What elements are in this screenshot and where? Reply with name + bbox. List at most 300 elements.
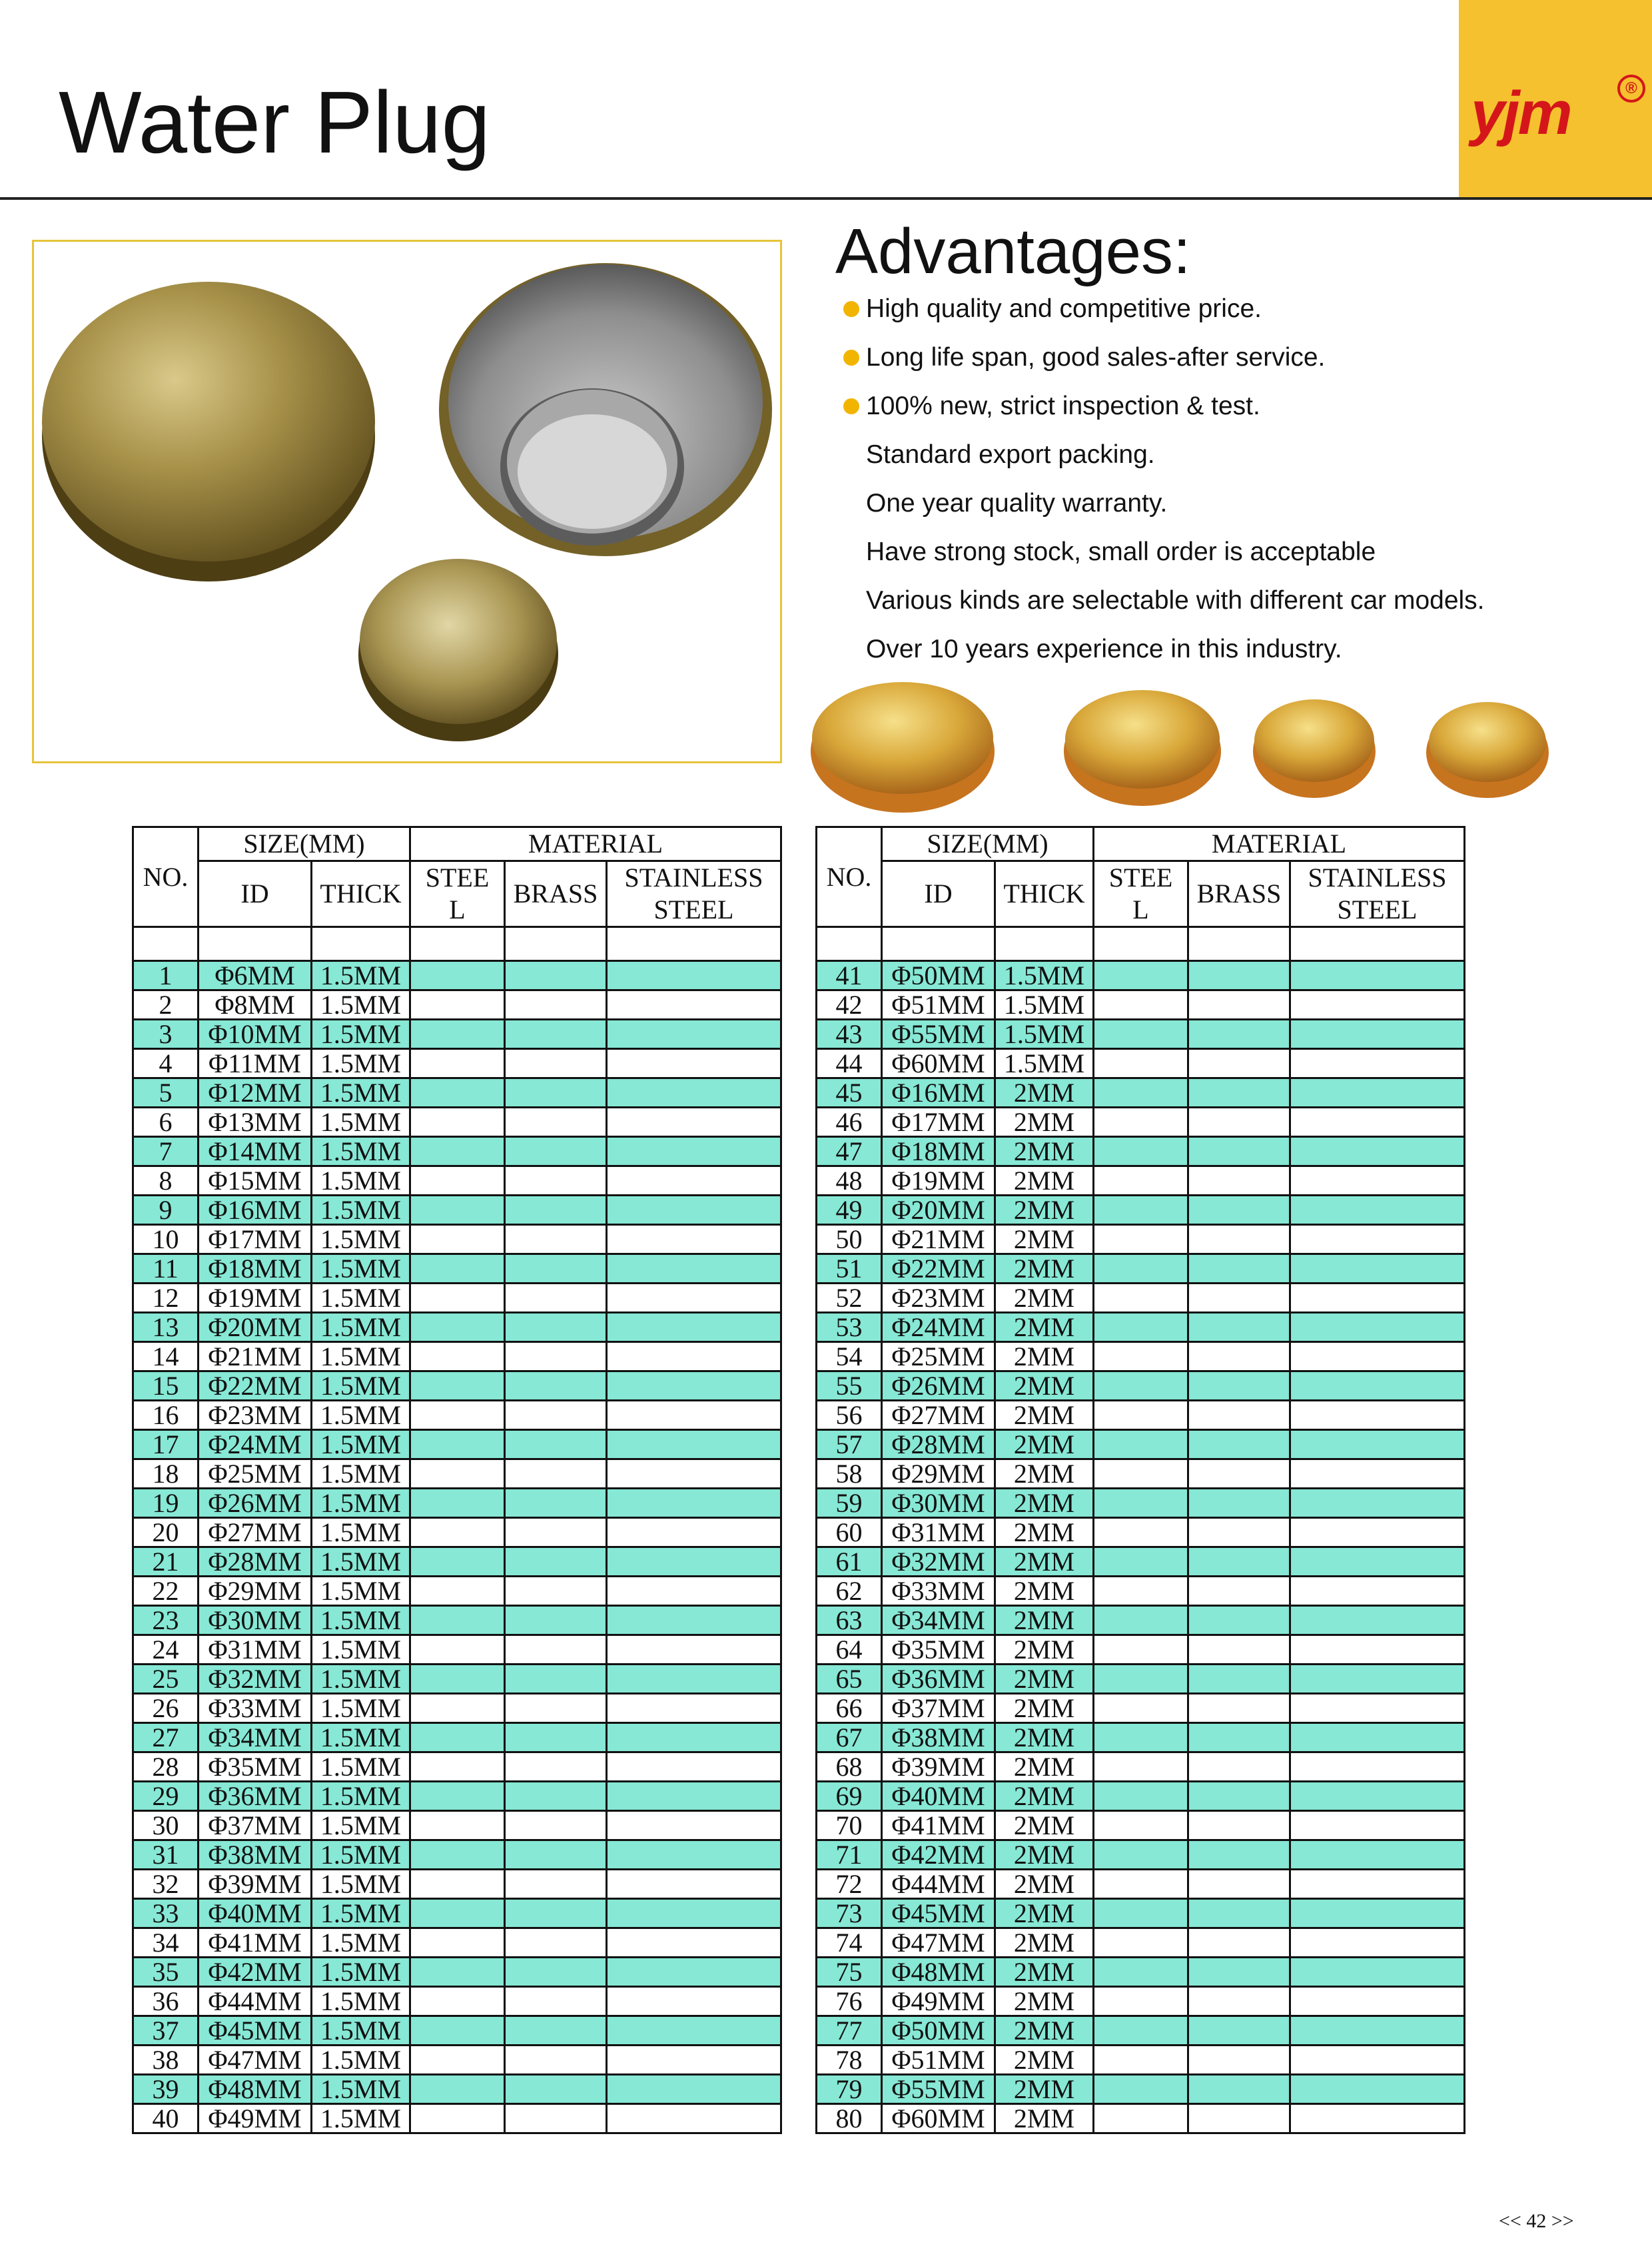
cell-stainless (1290, 1577, 1465, 1606)
header-steel: STEE L (1094, 861, 1188, 927)
cell-stainless (1290, 1284, 1465, 1313)
cell-thick: 2MM (995, 1928, 1094, 1958)
table-row (817, 1459, 1465, 1489)
cell-steel (410, 1958, 505, 1987)
cell-no: 56 (817, 1401, 882, 1430)
cell-steel (1094, 1577, 1188, 1606)
header-id: ID (882, 861, 995, 927)
cell-no: 54 (817, 1342, 882, 1371)
table-row (133, 2075, 781, 2104)
cell-id: Φ20MM (882, 1196, 995, 1225)
table-row (133, 990, 781, 1020)
cell-id: Φ49MM (882, 1987, 995, 2016)
table-row (133, 2104, 781, 2133)
cell-no: 80 (817, 2104, 882, 2133)
cell-thick: 1.5MM (312, 1899, 410, 1928)
brass-plugs-photo (806, 666, 1559, 819)
cell-stainless (1290, 1723, 1465, 1752)
cell-thick: 1.5MM (312, 2104, 410, 2133)
cell-id: Φ14MM (199, 1137, 312, 1166)
cell-stainless (607, 1225, 781, 1254)
table-row (133, 1577, 781, 1606)
cell-stainless (1290, 1137, 1465, 1166)
cell-stainless (607, 2046, 781, 2075)
cell-stainless (1290, 1547, 1465, 1577)
cell-brass (1188, 1196, 1290, 1225)
header-thick: THICK (995, 861, 1094, 927)
header-id: ID (199, 861, 312, 927)
cell-brass (505, 1049, 607, 1078)
cell-no: 75 (817, 1958, 882, 1987)
cell-thick: 1.5MM (312, 1137, 410, 1166)
cell-id: Φ6MM (199, 961, 312, 990)
cell-id: Φ19MM (882, 1166, 995, 1196)
cell-stainless (607, 1606, 781, 1635)
cell-steel (1094, 1342, 1188, 1371)
cell-thick: 1.5MM (312, 1987, 410, 2016)
cell-stainless (607, 1020, 781, 1049)
cell-brass (505, 1108, 607, 1137)
advantage-text: 100% new, strict inspection & test. (866, 392, 1260, 420)
advantage-item (841, 536, 1485, 585)
cell-thick: 2MM (995, 1518, 1094, 1547)
registered-mark: ® (1617, 75, 1645, 103)
cell-steel (410, 1694, 505, 1723)
cell-steel (1094, 2016, 1188, 2046)
cell-steel (1094, 1166, 1188, 1196)
cell-brass (505, 1459, 607, 1489)
table-row (133, 1547, 781, 1577)
cell-no: 6 (133, 1108, 199, 1137)
cell-stainless (607, 990, 781, 1020)
cell-id: Φ28MM (199, 1547, 312, 1577)
cell-id: Φ60MM (882, 2104, 995, 2133)
cell-id: Φ35MM (199, 1752, 312, 1782)
header-stainless: STAINLESS STEEL (1290, 861, 1465, 927)
cell-no: 16 (133, 1401, 199, 1430)
cell-brass (505, 1958, 607, 1987)
cell-thick: 1.5MM (312, 1313, 410, 1342)
cell-id: Φ24MM (199, 1430, 312, 1459)
cell-brass (1188, 1166, 1290, 1196)
cell-id: Φ23MM (882, 1284, 995, 1313)
cell-id: Φ42MM (882, 1840, 995, 1870)
cell-steel (410, 1577, 505, 1606)
cell-thick: 2MM (995, 1430, 1094, 1459)
cell-stainless (607, 2075, 781, 2104)
cell-thick: 1.5MM (312, 1401, 410, 1430)
header-brass: BRASS (505, 861, 607, 927)
table-row (817, 1284, 1465, 1313)
cell-id: Φ24MM (882, 1313, 995, 1342)
cell-brass (1188, 1635, 1290, 1665)
cell-thick: 2MM (995, 2075, 1094, 2104)
cell-id: Φ36MM (199, 1782, 312, 1811)
cell-thick: 1.5MM (312, 1958, 410, 1987)
table-row (133, 1840, 781, 1870)
cell-thick: 2MM (995, 1371, 1094, 1401)
cell-stainless (1290, 1196, 1465, 1225)
cell-id: Φ16MM (199, 1196, 312, 1225)
table-row (133, 1459, 781, 1489)
cell-thick: 1.5MM (312, 1870, 410, 1899)
cell-brass (505, 1078, 607, 1108)
table-row (133, 1665, 781, 1694)
table-row (817, 1958, 1465, 1987)
cell-steel (410, 1782, 505, 1811)
cell-steel (1094, 1518, 1188, 1547)
cell-brass (1188, 1958, 1290, 1987)
cell-id: Φ44MM (882, 1870, 995, 1899)
cell-id: Φ33MM (199, 1694, 312, 1723)
cell-no: 10 (133, 1225, 199, 1254)
table-row (133, 1899, 781, 1928)
cell-stainless (607, 1166, 781, 1196)
cell-id: Φ60MM (882, 1049, 995, 1078)
cell-stainless (1290, 1225, 1465, 1254)
table-row (817, 1694, 1465, 1723)
cell-steel (410, 1342, 505, 1371)
table-row (817, 1987, 1465, 2016)
cell-steel (410, 1928, 505, 1958)
table-row (817, 2046, 1465, 2075)
cell-stainless (1290, 1782, 1465, 1811)
cell-stainless (1290, 1342, 1465, 1371)
cell-brass (505, 1518, 607, 1547)
cell-thick: 2MM (995, 1870, 1094, 1899)
cell-id: Φ50MM (882, 961, 995, 990)
cell-no: 43 (817, 1020, 882, 1049)
cell-brass (1188, 1342, 1290, 1371)
cell-id: Φ38MM (882, 1723, 995, 1752)
spec-table-right-body (817, 961, 1465, 2133)
cell-thick: 1.5MM (312, 1049, 410, 1078)
cell-brass (505, 1928, 607, 1958)
cell-no: 20 (133, 1518, 199, 1547)
cell-steel (1094, 1635, 1188, 1665)
cell-stainless (1290, 1459, 1465, 1489)
cell-steel (410, 1049, 505, 1078)
table-row (817, 1518, 1465, 1547)
cell-stainless (1290, 1606, 1465, 1635)
title-divider (0, 197, 1652, 200)
cell-no: 73 (817, 1899, 882, 1928)
cell-brass (505, 1577, 607, 1606)
cell-brass (505, 1342, 607, 1371)
cell-stainless (607, 1752, 781, 1782)
cell-stainless (607, 1958, 781, 1987)
cell-no: 63 (817, 1606, 882, 1635)
cell-thick: 1.5MM (312, 1371, 410, 1401)
cell-thick: 1.5MM (312, 1284, 410, 1313)
cell-id: Φ39MM (199, 1870, 312, 1899)
cell-no: 36 (133, 1987, 199, 2016)
cell-thick: 2MM (995, 1254, 1094, 1284)
cell-id: Φ45MM (199, 2016, 312, 2046)
cell-thick: 2MM (995, 2046, 1094, 2075)
cell-brass (1188, 1108, 1290, 1137)
cell-brass (1188, 1078, 1290, 1108)
cell-stainless (607, 1782, 781, 1811)
table-row (817, 1723, 1465, 1752)
table-row (133, 1020, 781, 1049)
cell-stainless (607, 1489, 781, 1518)
cell-steel (410, 1166, 505, 1196)
cell-thick: 1.5MM (312, 1430, 410, 1459)
advantage-item (841, 439, 1485, 488)
cell-stainless (1290, 1987, 1465, 2016)
cell-brass (1188, 1401, 1290, 1430)
cell-brass (1188, 1694, 1290, 1723)
cell-stainless (1290, 1401, 1465, 1430)
cell-no: 52 (817, 1284, 882, 1313)
cell-id: Φ17MM (882, 1108, 995, 1137)
cell-no: 8 (133, 1166, 199, 1196)
table-row (133, 1137, 781, 1166)
cell-thick: 2MM (995, 1840, 1094, 1870)
cell-stainless (607, 1342, 781, 1371)
table-row (133, 1342, 781, 1371)
cell-stainless (607, 1635, 781, 1665)
cell-stainless (607, 1518, 781, 1547)
cell-id: Φ26MM (199, 1489, 312, 1518)
cell-steel (1094, 1811, 1188, 1840)
cell-no: 12 (133, 1284, 199, 1313)
table-row (133, 1430, 781, 1459)
cell-no: 60 (817, 1518, 882, 1547)
table-row (133, 1313, 781, 1342)
cell-stainless (1290, 1049, 1465, 1078)
cell-steel (410, 1254, 505, 1284)
cell-steel (1094, 1870, 1188, 1899)
cell-thick: 2MM (995, 1489, 1094, 1518)
table-row (133, 1489, 781, 1518)
advantage-item (841, 390, 1485, 439)
cell-steel (410, 1547, 505, 1577)
cell-brass (505, 1020, 607, 1049)
cell-no: 21 (133, 1547, 199, 1577)
cell-steel (1094, 1137, 1188, 1166)
cell-steel (1094, 1958, 1188, 1987)
table-row (817, 1489, 1465, 1518)
cell-thick: 2MM (995, 1078, 1094, 1108)
cell-thick: 2MM (995, 1723, 1094, 1752)
table-row (133, 1166, 781, 1196)
table-row (817, 1782, 1465, 1811)
cell-id: Φ34MM (882, 1606, 995, 1635)
cell-thick: 2MM (995, 1606, 1094, 1635)
cell-no: 44 (817, 1049, 882, 1078)
cell-stainless (1290, 1665, 1465, 1694)
cell-id: Φ34MM (199, 1723, 312, 1752)
cell-steel (410, 1987, 505, 2016)
cell-brass (1188, 1371, 1290, 1401)
brand-logo (1459, 0, 1652, 198)
cell-id: Φ51MM (882, 2046, 995, 2075)
table-row (817, 2016, 1465, 2046)
cell-thick: 2MM (995, 1547, 1094, 1577)
cell-id: Φ42MM (199, 1958, 312, 1987)
cell-thick: 1.5MM (312, 2016, 410, 2046)
cell-no: 11 (133, 1254, 199, 1284)
table-row (817, 961, 1465, 990)
cell-brass (1188, 1137, 1290, 1166)
cell-thick: 2MM (995, 1752, 1094, 1782)
table-row (817, 1665, 1465, 1694)
cell-thick: 2MM (995, 1635, 1094, 1665)
cell-id: Φ17MM (199, 1225, 312, 1254)
cell-thick: 1.5MM (312, 1020, 410, 1049)
cell-brass (1188, 2046, 1290, 2075)
cell-brass (505, 1752, 607, 1782)
cell-no: 13 (133, 1313, 199, 1342)
cell-no: 39 (133, 2075, 199, 2104)
table-row (817, 1870, 1465, 1899)
cell-no: 7 (133, 1137, 199, 1166)
table-row (133, 1284, 781, 1313)
cell-stainless (607, 961, 781, 990)
product-photo (32, 240, 782, 763)
cell-stainless (1290, 1313, 1465, 1342)
cell-steel (1094, 1987, 1188, 2016)
header-size: SIZE(MM) (882, 827, 1094, 861)
cell-brass (505, 1166, 607, 1196)
cell-brass (1188, 1811, 1290, 1840)
cell-thick: 2MM (995, 1166, 1094, 1196)
cell-brass (505, 1401, 607, 1430)
cell-thick: 1.5MM (312, 1752, 410, 1782)
table-row (133, 1196, 781, 1225)
cell-id: Φ50MM (882, 2016, 995, 2046)
cell-steel (1094, 1108, 1188, 1137)
cell-brass (1188, 1225, 1290, 1254)
cell-no: 79 (817, 2075, 882, 2104)
cell-steel (1094, 1723, 1188, 1752)
cell-steel (410, 1870, 505, 1899)
cell-thick: 1.5MM (312, 1196, 410, 1225)
cell-steel (410, 2016, 505, 2046)
table-row (817, 1342, 1465, 1371)
cell-steel (1094, 1371, 1188, 1401)
cell-id: Φ22MM (199, 1371, 312, 1401)
advantage-text: Various kinds are selectable with different car models. (866, 586, 1485, 615)
cell-no: 55 (817, 1371, 882, 1401)
cell-thick: 2MM (995, 1225, 1094, 1254)
cell-id: Φ47MM (882, 1928, 995, 1958)
table-row (817, 2075, 1465, 2104)
cell-id: Φ21MM (199, 1342, 312, 1371)
cell-thick: 1.5MM (312, 1225, 410, 1254)
cell-stainless (607, 2016, 781, 2046)
cell-brass (1188, 1782, 1290, 1811)
cell-thick: 1.5MM (312, 1928, 410, 1958)
cell-id: Φ40MM (199, 1899, 312, 1928)
advantage-text: One year quality warranty. (866, 489, 1168, 518)
cell-stainless (1290, 1020, 1465, 1049)
table-row (133, 1049, 781, 1078)
cell-no: 72 (817, 1870, 882, 1899)
cell-brass (505, 1606, 607, 1635)
table-row (133, 1811, 781, 1840)
cell-brass (1188, 1518, 1290, 1547)
cell-id: Φ31MM (882, 1518, 995, 1547)
cell-steel (1094, 1459, 1188, 1489)
cell-id: Φ8MM (199, 990, 312, 1020)
cell-id: Φ51MM (882, 990, 995, 1020)
cell-thick: 1.5MM (312, 1489, 410, 1518)
cell-id: Φ11MM (199, 1049, 312, 1078)
cell-stainless (607, 1723, 781, 1752)
cell-stainless (607, 1459, 781, 1489)
spec-table-left (132, 826, 782, 2134)
cell-steel (1094, 1313, 1188, 1342)
cell-id: Φ49MM (199, 2104, 312, 2133)
cell-steel (1094, 1899, 1188, 1928)
cell-no: 35 (133, 1958, 199, 1987)
cell-id: Φ30MM (199, 1606, 312, 1635)
cell-thick: 2MM (995, 1108, 1094, 1137)
cell-thick: 1.5MM (312, 1665, 410, 1694)
cell-stainless (607, 1899, 781, 1928)
cell-id: Φ47MM (199, 2046, 312, 2075)
cell-no: 25 (133, 1665, 199, 1694)
cell-thick: 1.5MM (312, 1342, 410, 1371)
cell-brass (1188, 1577, 1290, 1606)
cell-steel (410, 1371, 505, 1401)
cell-thick: 1.5MM (312, 961, 410, 990)
cell-stainless (607, 1577, 781, 1606)
cell-steel (1094, 1606, 1188, 1635)
cell-brass (1188, 2016, 1290, 2046)
cell-brass (1188, 1723, 1290, 1752)
cell-no: 46 (817, 1108, 882, 1137)
cell-no: 15 (133, 1371, 199, 1401)
table-row (817, 1928, 1465, 1958)
cell-brass (505, 1870, 607, 1899)
brand-logo-text: yjm (1471, 79, 1571, 147)
header-stainless: STAINLESS STEEL (607, 861, 781, 927)
table-row (133, 1371, 781, 1401)
cell-steel (1094, 1840, 1188, 1870)
cell-id: Φ31MM (199, 1635, 312, 1665)
cell-stainless (1290, 1166, 1465, 1196)
cell-brass (1188, 1987, 1290, 2016)
table-row (133, 2046, 781, 2075)
water-plug-photo (34, 242, 780, 761)
cell-thick: 2MM (995, 1342, 1094, 1371)
cell-no: 41 (817, 961, 882, 990)
spec-table-right (815, 826, 1465, 2134)
header-no: NO. (817, 827, 882, 927)
table-row (133, 2016, 781, 2046)
cell-steel (410, 1313, 505, 1342)
cell-steel (1094, 1928, 1188, 1958)
cell-stainless (607, 1137, 781, 1166)
cell-thick: 1.5MM (312, 1254, 410, 1284)
advantage-text: Long life span, good sales-after service. (866, 343, 1326, 372)
cell-id: Φ22MM (882, 1254, 995, 1284)
cell-no: 30 (133, 1811, 199, 1840)
cell-steel (1094, 961, 1188, 990)
cell-id: Φ13MM (199, 1108, 312, 1137)
cell-brass (505, 1547, 607, 1577)
cell-id: Φ36MM (882, 1665, 995, 1694)
cell-stainless (607, 1371, 781, 1401)
advantage-item (841, 293, 1485, 342)
cell-steel (1094, 2104, 1188, 2133)
cell-stainless (607, 1840, 781, 1870)
cell-brass (1188, 1870, 1290, 1899)
